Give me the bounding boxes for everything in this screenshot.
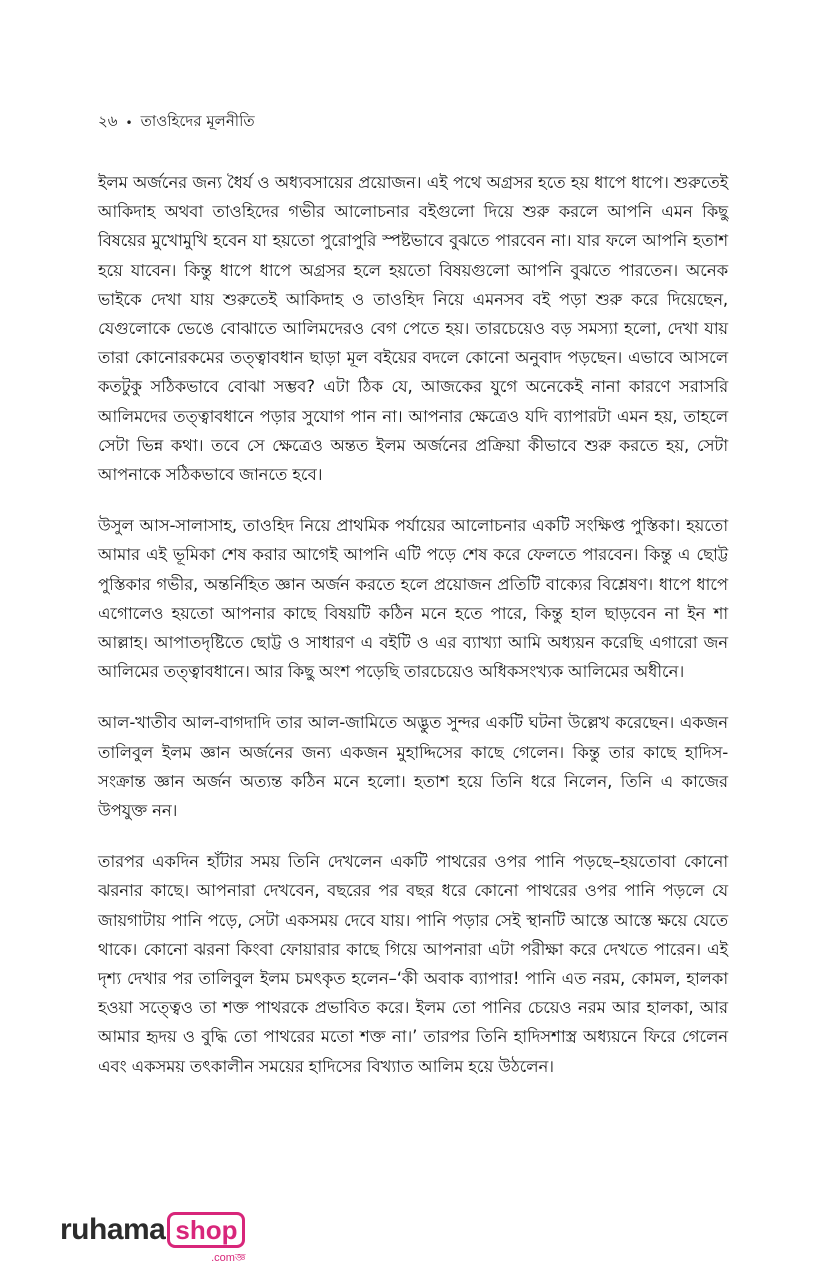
page-number: ২৬ bbox=[98, 112, 118, 130]
logo-shop-group bbox=[165, 1212, 245, 1268]
paragraph-2: উসুল আস-সালাসাহ, তাওহিদ নিয়ে প্রাথমিক পর্যায়ের আলোচনার একটি সংক্ষিপ্ত পুস্তিকা। হয়তো আমার এই ভূমিকা শেষ করার আগেই আপনি এটি পড়ে শেষ করে ফেলতে পারবেন। কিন্তু এ ছোট্ট পুস্তিকার গভীর, অন্তর্নিহিত জ্ঞান অর্জন করতে হলে প্রয়োজন প্রতিটি বাক্যের বিশ্লেষণ। ধাপে ধাপে এগোলেও হয়তো আপনার কাছে বিষয়টি কঠিন মনে হতে পারে, কিন্তু হাল ছাড়বেন না ইন শা আল্লাহ। আপাতদৃষ্টিতে ছোট্ট ও সাধারণ এ বইটি ও এর ব্যাখ্যা আমি অধ্যয়ন করেছি এগারো জন আলিমের তত্ত্বাবধানে। আর কিছু অংশ পড়েছি তারচেয়েও অধিকসংখ্যক আলিমের অধীনে। bbox=[98, 516, 728, 682]
logo-shop-badge: shop bbox=[167, 1212, 245, 1248]
ruhamashop-watermark-logo bbox=[60, 1212, 245, 1268]
logo-wordmark: ruhama bbox=[60, 1213, 166, 1246]
paragraph-3: আল-খাতীব আল-বাগদাদি তার আল-জামিতে অদ্ভুত সুন্দর একটি ঘটনা উল্লেখ করেছেন। একজন তালিবুল ইলম জ্ঞান অর্জনের জন্য একজন মুহাদ্দিসের কাছে গেলেন। কিন্তু তার কাছে হাদিস-সংক্রান্ত জ্ঞান অর্জন অত্যন্ত কঠিন মনে হলো। হতাশ হয়ে তিনি ধরে নিলেন, তিনি এ কাজের উপযুক্ত নন। bbox=[98, 713, 728, 821]
paragraph-1: ইলম অর্জনের জন্য ধৈর্য ও অধ্যবসায়ের প্রয়োজন। এই পথে অগ্রসর হতে হয় ধাপে ধাপে। শুরুতেই আকিদাহ অথবা তাওহিদের গভীর আলোচনার বইগুলো দিয়ে শুরু করলে আপনি এমন কিছু বিষয়ের মুখোমুখি হবেন যা হয়তো পুরোপুরি স্পষ্টভাবে বুঝতে পারবেন না। যার ফলে আপনি হতাশ হয়ে যাবেন। কিন্তু ধাপে ধাপে অগ্রসর হলে হয়তো বিষয়গুলো আপনি বুঝতে পারতেন। অনেক ভাইকে দেখা যায় শুরুতেই আকিদাহ ও তাওহিদ নিয়ে এমনসব বই পড়া শুরু করে দিয়েছেন, যেগুলোকে ভেঙে বোঝাতে আলিমদেরও বেগ পেতে হয়। তারচেয়েও বড় সমস্যা হলো, দেখা যায় তারা কোনোরকমের তত্ত্বাবধান ছাড়া মূল বইয়ের বদলে কোনো অনুবাদ পড়ছেন। এভাবে আসলে কতটুকু সঠিকভাবে বোঝা সম্ভব? এটা ঠিক যে, আজকের যুগে অনেকেই নানা কারণে সরাসরি আলিমদের তত্ত্বাবধানে পড়ার সুযোগ পান না। আপনার ক্ষেত্রেও যদি ব্যাপারটা এমন হয়, তাহলে সেটা ভিন্ন কথা। তবে সে ক্ষেত্রেও অন্তত ইলম অর্জনের প্রক্রিয়া কীভাবে শুরু করতে হয়, সেটা আপনাকে সঠিকভাবে জানতে হবে। bbox=[98, 173, 728, 485]
paragraph-4: তারপর একদিন হাঁটার সময় তিনি দেখলেন একটি পাথরের ওপর পানি পড়ছে–হয়তোবা কোনো ঝরনার কাছে। আপনারা দেখবেন, বছরের পর বছর ধরে কোনো পাথরের ওপর পানি পড়লে যে জায়গাটায় পানি পড়ে, সেটা একসময় দেবে যায়। পানি পড়ার সেই স্থানটি আস্তে আস্তে ক্ষয়ে যেতে থাকে। কোনো ঝরনা কিংবা ফোয়ারার কাছে গিয়ে আপনারা এটা পরীক্ষা করে দেখতে পারেন। এই দৃশ্য দেখার পর তালিবুল ইলম চমৎকৃত হলেন–‘কী অবাক ব্যাপার! পানি এত নরম, কোমল, হালকা হওয়া সত্ত্বেও তা শক্ত পাথরকে প্রভাবিত করে। ইলম তো পানির চেয়েও নরম আর হালকা, আর আমার হৃদয় ও বুদ্ধি তো পাথরের মতো শক্ত না।’ তারপর তিনি হাদিসশাস্ত্র অধ্যয়নে ফিরে গেলেন এবং একসময় তৎকালীন সময়ের হাদিসের বিখ্যাত আলিম হয়ে উঠলেন। bbox=[98, 852, 728, 1076]
running-title: তাওহিদের মূলনীতি bbox=[140, 112, 255, 130]
logo-domain: .comজ্ঞ bbox=[211, 1252, 246, 1264]
page-header bbox=[98, 110, 255, 135]
bullet-separator: • bbox=[125, 115, 133, 130]
body-text bbox=[98, 168, 728, 1103]
